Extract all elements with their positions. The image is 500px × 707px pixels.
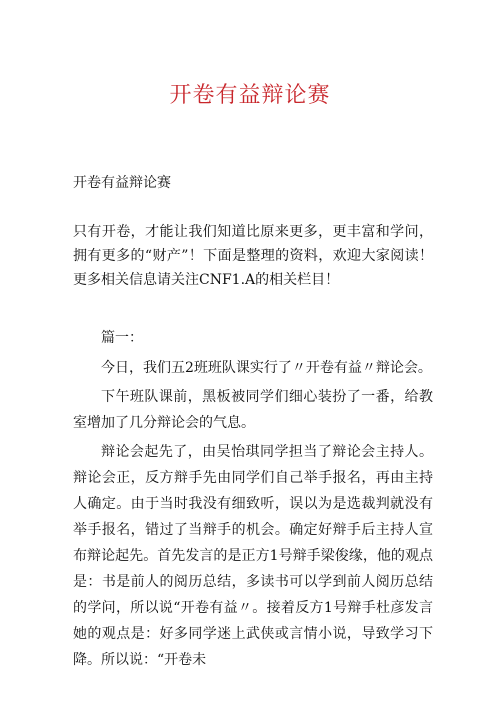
document-title: 开卷有益辩论赛 bbox=[169, 83, 331, 108]
intro-paragraph: 只有开卷，才能让我们知道比原来更多，更丰富和学问，拥有更多的“财产”！下面是整理的资料，欢迎大家阅读！更多相关信息请关注CNF1.A的相关栏目！ bbox=[73, 224, 433, 288]
body-paragraph-1: 今日，我们五2班班队课实行了〃开卷有益〃辩论会。 bbox=[101, 360, 432, 376]
body-paragraph-3: 辩论会起先了，由吴怡琪同学担当了辩论会主持人。辩论会正，反方辩手先由同学们自己举手报名，再由主持人确定。由于当时我没有细致听，误以为是选裁判就没有举手报名，错过了当辩手的机会。确定好辩手后主持人宣布辩论起先。首先发言的是正方1号辩手梁俊缘，他的观点是：书是前人的阅历总结，多读书可以学到前人阅历总结的学问，所以说“开卷有益〃。接着反方1号辩手杜彦发言她的观点是：好多同学迷上武侠或言情小说，导致学习下降。所以说：“开卷未 bbox=[73, 444, 433, 668]
intro-block bbox=[73, 220, 433, 292]
document-subtitle: 开卷有益辩论赛 bbox=[73, 175, 171, 191]
body-paragraph-2: 下午班队课前，黑板被同学们细心装扮了一番，给教室增加了几分辩论会的气息。 bbox=[73, 389, 433, 431]
section-label: 篇一： bbox=[101, 330, 143, 346]
article-body bbox=[73, 325, 433, 676]
